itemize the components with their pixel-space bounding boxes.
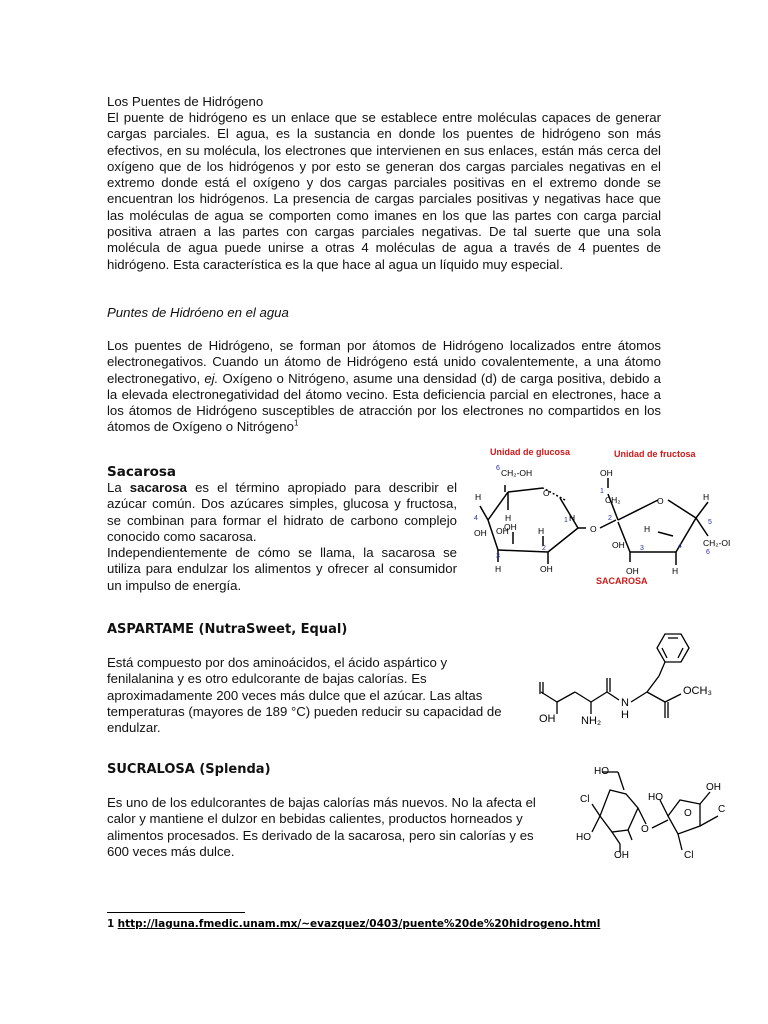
och3-group: OCH₃ <box>683 685 712 697</box>
glucose-ring-o: O <box>543 488 550 498</box>
water-text-after: Oxígeno o Nitrógeno, asume una densidad (d) de carga positiva, debido a la elevada electronegatividad del átomo vecino. Esta deficiencia parcial en electrones, hace a los átomos de Hidrógeno susceptibles de atracción por los electrones no compartidos en los átomos de Oxígeno o Nitrógeno <box>107 370 661 435</box>
intro-paragraph: El puente de hidrógeno es un enlace que se establece entre moléculas capaces de generar cargas parciales. El agua, es la sustancia en donde los puentes de hidrógeno son más efectivos, en su molécula, los electrones que intervienen en sus enlaces, están más cerca del oxígeno que de los hidrógenos y por esto se generan dos cargas parciales negativas en el extremo donde está el oxígeno y dos cargas parciales positivas en el extremo donde se encuentran los hidrógenos. La presencia de cargas parciales positivas y negativas hace que las moléculas de agua se comporten como imanes en los que las partes con carga parcial positiva atraen a las partes con cargas parciales negativas. De tal suerte que una sola molécula de agua puede unirse a otras 4 moléculas de agua a través de 4 puentes de hidrógeno. Esta característica es la que hace al agua un líquido muy especial. <box>107 110 661 272</box>
num-2-glucose: 2 <box>542 545 546 552</box>
h-glucose-c2: H <box>538 526 545 536</box>
sacarosa-paragraph <box>107 480 457 594</box>
sucrose-structure-figure <box>468 440 768 590</box>
h-fructose-bottom: H <box>672 566 679 576</box>
footnote-link[interactable]: http://laguna.fmedic.unam.mx/~evazquez/0403/puente%20de%20hidrogeno.html <box>117 918 601 930</box>
oh-bottom: OH <box>614 850 629 861</box>
c-right: C <box>718 804 726 815</box>
h-glucose-c1: H <box>569 513 576 523</box>
label-fructose-unit: Unidad de fructosa <box>614 449 696 459</box>
footnote <box>107 918 600 930</box>
aspartame-paragraph: Está compuesto por dos aminoácidos, el ácido aspártico y fenilalanina y es otro edulcorante de bajas calorías. Es aproximadamente 200 veces más dulce que el azúcar. Las altas temperaturas (mayores de 189 °C) pueden reducir su capacidad de endulzar. <box>107 655 502 736</box>
oh-right: OH <box>706 782 721 793</box>
num-6-glucose: 6 <box>496 465 500 472</box>
oh-fructose-bottom: OH <box>626 566 639 576</box>
cl-bottom: Cl <box>684 850 694 861</box>
h-amide: H <box>621 709 629 721</box>
aspartame-structure-figure <box>525 622 725 732</box>
ch2oh-top: CH₂-OH <box>501 468 533 478</box>
ch2-fructose: CH₂ <box>605 495 621 505</box>
footnote-number: 1 <box>107 918 115 930</box>
fructose-ring-o: O <box>657 496 664 506</box>
num-4-fructose: 4 <box>678 543 682 550</box>
num-4-glucose: 4 <box>474 515 478 522</box>
glycosidic-o: O <box>590 524 597 534</box>
num-6-fructose: 6 <box>706 549 710 556</box>
ch2oh-right: CH₂-OI <box>703 538 731 548</box>
sacarosa-text2: Independientemente de cómo se llama, la sacarosa se utiliza para endulzar los alimentos y ofrecer al consumidor un impulso de energía. <box>107 545 457 593</box>
n-amide: N <box>621 697 629 709</box>
water-example: ej. <box>204 370 219 386</box>
num-3-glucose: 3 <box>496 553 500 560</box>
water-paragraph <box>107 338 661 436</box>
section-title: Los Puentes de Hidrógeno <box>107 94 264 109</box>
ho-top: HO <box>594 766 609 777</box>
aspartame-heading: ASPARTAME (NutraSweet, Equal) <box>107 622 348 637</box>
h-glucose-c4: H <box>475 492 482 502</box>
glycosidic-o-sucralose: O <box>641 824 649 835</box>
oh-glucose-c4: OH <box>496 526 509 536</box>
sacarosa-text1: es el término apropiado para describir el azúcar común. Dos azúcares simples, glucosa y fructosa, se combinan para formar el hidrato de carbono complejo conocido como sacarosa. <box>107 480 457 544</box>
h-glucose-c5: H <box>505 513 512 523</box>
footnote-reference[interactable]: 1 <box>293 419 299 429</box>
oh-glucose-c3: OH <box>504 522 517 532</box>
water-text-before: Los puentes de Hidrógeno, se forman por átomos de Hidrógeno localizados entre átomos electronegativos. Cuando un átomo de Hidrógeno está unido covalentemente, a una átomo electronegativo, <box>107 338 661 386</box>
num-2-fructose: 2 <box>608 515 612 522</box>
ring-o-sucralose: O <box>684 808 692 819</box>
sacarosa-lead: La <box>107 480 130 495</box>
oh-glucose-c2: OH <box>540 564 553 574</box>
sacarosa-bold-word: sacarosa <box>129 480 187 495</box>
ho-left: HO <box>576 832 591 843</box>
num-3-fructose: 3 <box>640 545 644 552</box>
footnote-separator <box>107 912 245 913</box>
num-1-glucose: 1 <box>564 517 568 524</box>
oh-glucose-left: OH <box>474 528 487 538</box>
ho-fructose-sucralose: HO <box>648 792 663 803</box>
h-fructose-c5: H <box>703 492 710 502</box>
sucralosa-heading: SUCRALOSA (Splenda) <box>107 762 271 777</box>
sucralose-structure-figure <box>572 760 732 865</box>
sucralosa-paragraph: Es uno de los edulcorantes de bajas calorías más nuevos. No la afecta el calor y mantiene el dulzor en bebidas calientes, productos horneados y alimentos procesados. Es derivado de la sacarosa, pero sin calorías y es 600 veces más dulce. <box>107 795 536 859</box>
cl-left: Cl <box>580 794 590 805</box>
oh-carboxyl: OH <box>539 713 556 725</box>
oh-fructose-top: OH <box>600 468 613 478</box>
label-sucrose: SACAROSA <box>596 576 648 586</box>
h-fructose-c3: H <box>644 524 651 534</box>
num-5-fructose: 5 <box>708 519 712 526</box>
sacarosa-heading: Sacarosa <box>107 464 177 480</box>
oh-fructose-c3: OH <box>612 540 625 550</box>
h-glucose-c3: H <box>495 564 502 574</box>
num-1-fructose: 1 <box>600 488 604 495</box>
nh2-amine: NH₂ <box>581 715 602 727</box>
label-glucose-unit: Unidad de glucosa <box>490 447 571 457</box>
water-subtitle: Puntes de Hidróeno en el agua <box>107 305 289 320</box>
